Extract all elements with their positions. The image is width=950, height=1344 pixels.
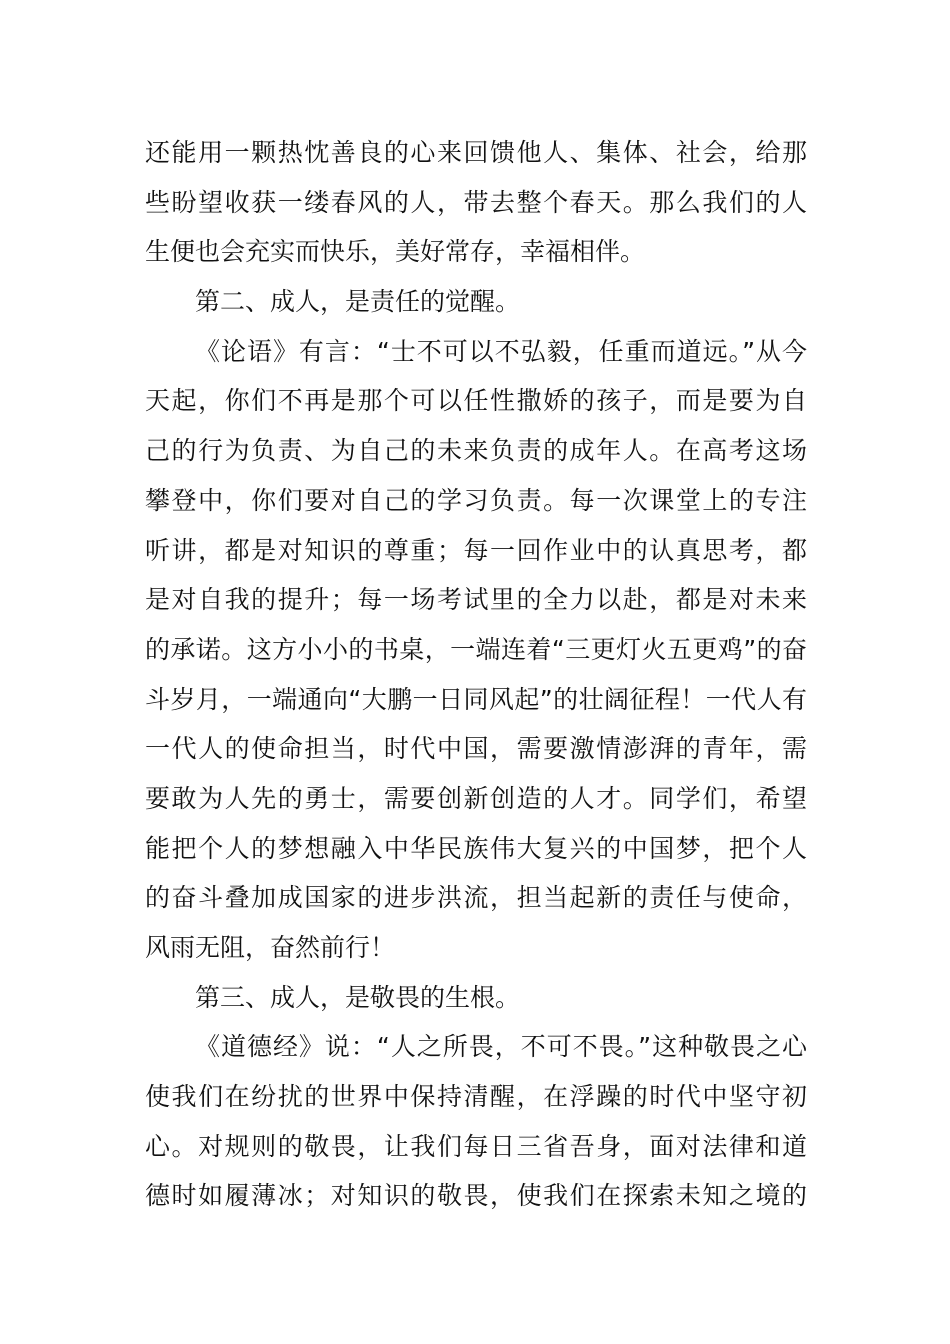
text-line: 斗岁月，一端通向“大鹏一日同风起”的壮阔征程！一代人有: [145, 684, 807, 714]
text-line: 攀登中，你们要对自己的学习负责。每一次课堂上的专注: [145, 485, 807, 515]
text-line: 德时如履薄冰；对知识的敬畏，使我们在探索未知之境的: [145, 1181, 807, 1211]
text-line: 己的行为负责、为自己的未来负责的成年人。在高考这场: [145, 436, 807, 466]
text-line: 听讲，都是对知识的尊重；每一回作业中的认真思考，都: [145, 535, 807, 565]
text-line: 是对自我的提升；每一场考试里的全力以赴，都是对未来: [145, 585, 807, 615]
text-line: 使我们在纷扰的世界中保持清醒，在浮躁的时代中坚守初: [145, 1082, 807, 1112]
text-line: 一代人的使命担当，时代中国，需要激情澎湃的青年，需: [145, 734, 807, 764]
text-line: 心。对规则的敬畏，让我们每日三省吾身，面对法律和道: [145, 1131, 807, 1161]
text-line: 些盼望收获一缕春风的人，带去整个春天。那么我们的人: [145, 187, 807, 217]
text-line: 能把个人的梦想融入中华民族伟大复兴的中国梦，把个人: [145, 833, 807, 863]
text-line: 还能用一颗热忱善良的心来回馈他人、集体、社会，给那: [145, 138, 807, 167]
text-line: 的奋斗叠加成国家的进步洪流，担当起新的责任与使命，: [145, 883, 807, 913]
text-line: 要敢为人先的勇士，需要创新创造的人才。同学们，希望: [145, 783, 807, 813]
section-heading: 第三、成人，是敬畏的生根。: [195, 982, 521, 1012]
text-line: 《道德经》说：“人之所畏，不可不畏。”这种敬畏之心: [195, 1032, 807, 1062]
document-body: [145, 128, 807, 1221]
section-heading: 第二、成人，是责任的觉醒。: [195, 287, 521, 317]
text-line: 天起，你们不再是那个可以任性撒娇的孩子，而是要为自: [145, 386, 807, 416]
text-line: 的承诺。这方小小的书桌，一端连着“三更灯火五更鸡”的奋: [145, 634, 807, 664]
text-line: 《论语》有言：“士不可以不弘毅，任重而道远。”从今: [195, 336, 807, 366]
text-line: 生便也会充实而快乐，美好常存，幸福相伴。: [145, 237, 646, 267]
text-line: 风雨无阻，奋然前行！: [145, 933, 396, 962]
